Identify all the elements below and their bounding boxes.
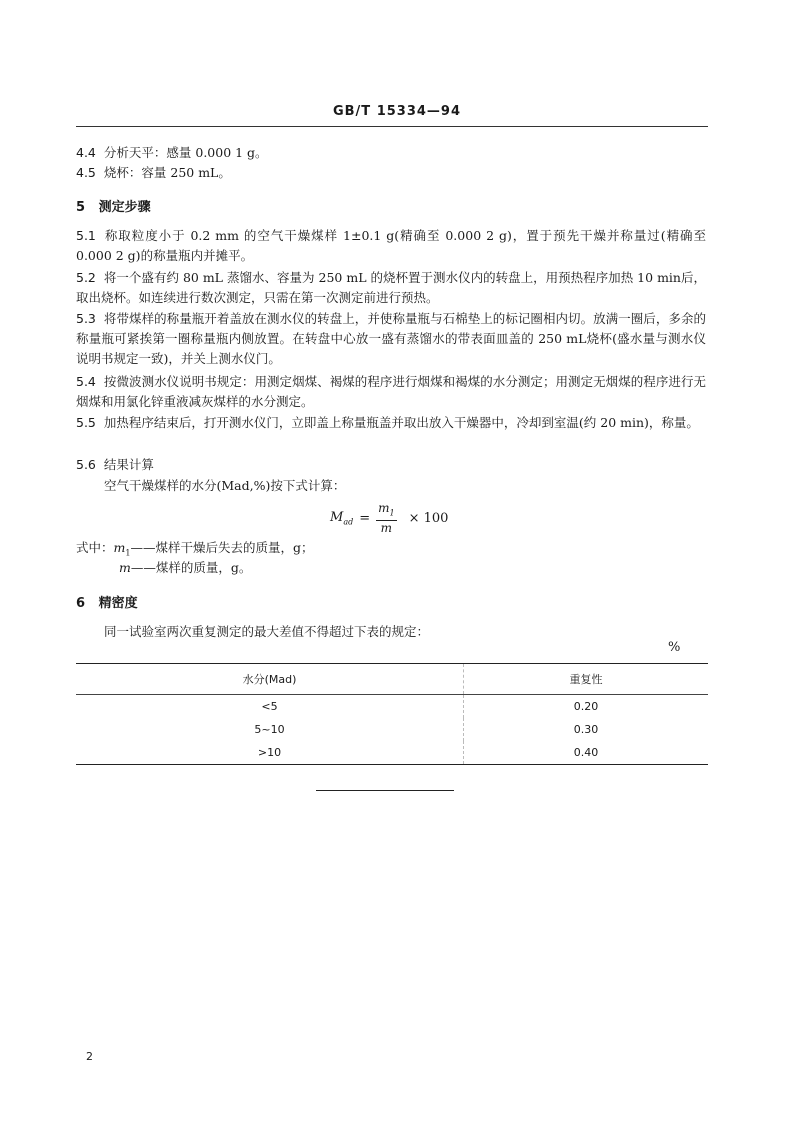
formula-equals: = bbox=[359, 510, 371, 526]
table-cell: >10 bbox=[76, 741, 464, 765]
moisture-formula bbox=[330, 501, 448, 535]
section-number: 5 bbox=[76, 200, 86, 215]
table-header-row bbox=[76, 664, 708, 695]
table-row bbox=[76, 718, 708, 741]
precision-table bbox=[76, 663, 708, 765]
step-5-5 bbox=[76, 413, 706, 433]
where-line-2 bbox=[119, 558, 251, 578]
item-4-4 bbox=[76, 143, 268, 163]
unit-label: % bbox=[668, 640, 681, 655]
item-number: 4.5 bbox=[76, 165, 96, 180]
table-cell: 0.20 bbox=[573, 700, 599, 713]
formula-lhs: $M_{ad}$ bbox=[330, 509, 354, 527]
end-rule bbox=[316, 790, 454, 791]
table-row bbox=[76, 695, 708, 719]
item-text: 烧杯：容量 250 mL。 bbox=[103, 165, 231, 180]
step-5-1 bbox=[76, 226, 706, 266]
step-text: 称取粒度小于 0.2 mm 的空气干燥煤样 1±0.1 g(精确至 0.000 2 g)，置于预先干燥并称量过(精确至 0.000 2 g)的称量瓶内并摊平。 bbox=[76, 228, 706, 263]
section-title: 精密度 bbox=[98, 596, 138, 611]
precision-intro: 同一试验室两次重复测定的最大差值不得超过下表的规定： bbox=[104, 624, 430, 639]
where-desc: ——煤样干燥后失去的质量，g； bbox=[130, 540, 314, 555]
formula-fraction: $\frac{m_1}{m}$ bbox=[378, 501, 395, 536]
section-title: 测定步骤 bbox=[98, 200, 151, 215]
step-5-2 bbox=[76, 268, 706, 308]
step-5-6 bbox=[76, 455, 154, 475]
table-cell: 0.40 bbox=[464, 741, 708, 765]
item-text: 分析天平：感量 0.000 1 g。 bbox=[103, 145, 268, 160]
section-number: 6 bbox=[76, 596, 86, 611]
table-row bbox=[76, 741, 708, 765]
step-number: 5.1 bbox=[76, 228, 96, 243]
step-number: 5.4 bbox=[76, 374, 96, 389]
step-text: 按微波测水仪说明书规定：用测定烟煤、褐煤的程序进行烟煤和褐煤的水分测定；用测定无烟煤的程序进行无烟煤和用氯化锌重液减灰煤样的水分测定。 bbox=[76, 374, 706, 409]
where-desc: ——煤样的质量，g。 bbox=[130, 560, 252, 575]
where-symbol: m bbox=[119, 560, 131, 575]
step-number: 5.3 bbox=[76, 311, 96, 326]
step-number: 5.5 bbox=[76, 415, 96, 430]
table-header-repeatability: 重复性 bbox=[464, 664, 708, 695]
item-4-5 bbox=[76, 163, 231, 183]
section-6-heading bbox=[76, 592, 138, 611]
where-prefix: 式中： bbox=[76, 540, 114, 555]
item-number: 4.4 bbox=[76, 145, 96, 160]
step-5-4 bbox=[76, 372, 706, 412]
where-symbol: m bbox=[113, 540, 126, 555]
step-number: 5.6 bbox=[76, 457, 96, 472]
step-5-3 bbox=[76, 309, 706, 369]
page-number: 2 bbox=[86, 1050, 93, 1063]
step-text: 加热程序结束后，打开测水仪门，立即盖上称量瓶盖并取出放入干燥器中，冷却到室温(约 20 min)，称量。 bbox=[103, 415, 699, 430]
document-header: GB/T 15334—94 bbox=[332, 104, 462, 119]
where-line-1: 式中：$m_1——$煤样干燥后失去的质量，g； bbox=[76, 540, 314, 558]
step-number: 5.2 bbox=[76, 270, 96, 285]
section-5-heading bbox=[76, 196, 151, 215]
step-text: 将一个盛有约 80 mL 蒸馏水、容量为 250 mL 的烧杯置于测水仪内的转盘上，用预热程序加热 10 min后，取出烧杯。如连续进行数次测定，只需在第一次测定前进行预热。 bbox=[76, 270, 706, 305]
step-title: 结果计算 bbox=[103, 457, 154, 472]
table-cell: <5 bbox=[76, 695, 464, 719]
calc-intro: 空气干燥煤样的水分(Mad,%)按下式计算： bbox=[104, 478, 346, 493]
table-cell: 0.30 bbox=[573, 723, 599, 736]
table-header-moisture: 水分(Mad) bbox=[76, 664, 464, 695]
table-cell: 5~10 bbox=[76, 718, 464, 741]
header-rule bbox=[76, 126, 708, 127]
formula-times: × 100 bbox=[408, 510, 449, 526]
step-text: 将带煤样的称量瓶开着盖放在测水仪的转盘上，并使称量瓶与石棉垫上的标记圈相内切。放满一圈后，多余的称量瓶可紧挨第一圈称量瓶内侧放置。在转盘中心放一盛有蒸馏水的带表面皿盖的 250 mL烧杯(盛水量与测水仪说明书规定一致)，并关上测水仪门。 bbox=[76, 311, 706, 366]
